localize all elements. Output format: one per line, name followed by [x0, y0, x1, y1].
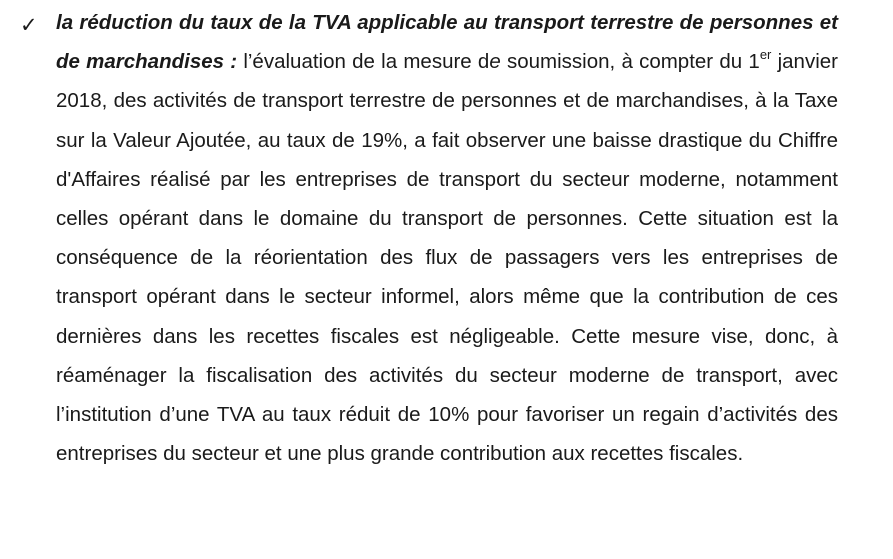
paragraph-text-part-2: soumission, à compter du 1	[500, 50, 760, 74]
measure-paragraph	[56, 3, 838, 473]
ordinal-superscript: er	[759, 47, 772, 63]
checkmark-bullet-icon: ✓	[20, 13, 38, 37]
paragraph-text-part-3: janvier 2018, des activités de transport terrestre de personnes et de marchandises, à la Taxe sur la Valeur Ajoutée, au taux de 19%, a fait observer une baisse drastique du Chiffre d'Affaires réalisé par les entreprises de transport du secteur moderne, notamment celles opérant dans le domaine du transport de personnes. Cette situation est la conséquence de la réorientation des flux de passagers vers les entreprises de transport opérant dans le secteur informel, alors même que la contribution de ces dernières dans les recettes fiscales est négligeable. Cette mesure vise, donc, à réaménager la fiscalisation des activités du secteur moderne de transport, avec l’institution d’une TVA au taux réduit de 10% pour favoriser un regain d’activités des entreprises du secteur et une plus grande contribution aux recettes fiscales.	[56, 50, 838, 466]
paragraph-text-part-1: l’évaluation de la mesure d	[237, 50, 490, 74]
paragraph-italic-letter: e	[489, 50, 501, 74]
measure-title: la réduction du taux de la TVA applicable au transport terrestre de personnes et de marchandises :	[56, 11, 838, 74]
